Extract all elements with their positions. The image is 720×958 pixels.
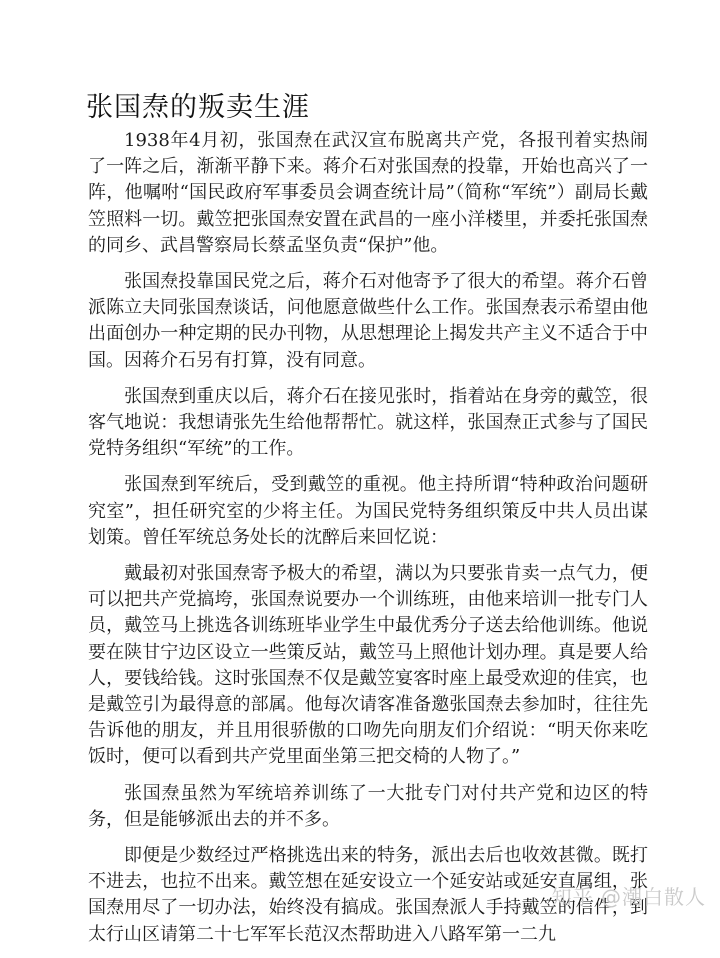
article-body xyxy=(88,128,648,958)
paragraph: 张国焘到军统后，受到戴笠的重视。他主持所谓“特种政治问题研究室”，担任研究室的少将主任。为国民党特务组织策反中共人员出谋划策。曾任军统总务处长的沈醉后来回忆说： xyxy=(88,474,648,548)
paragraph: 张国焘投靠国民党之后，蒋介石对他寄予了很大的希望。蒋介石曾派陈立夫同张国焘谈话，问他愿意做些什么工作。张国焘表示希望由他出面创办一种定期的民办刊物，从思想理论上揭发共产主义不适合于中国。因蒋介石另有打算，没有同意。 xyxy=(88,271,648,371)
quoted-paragraph: 戴最初对张国焘寄予极大的希望，满以为只要张肯卖一点气力，便可以把共产党搞垮，张国焘说要办一个训练班，由他来培训一批专门人员，戴笠马上挑选各训练班毕业学生中最优秀分子送去给他训练。他说要在陕甘宁边区设立一些策反站，戴笠马上照他计划办理。真是要人给人，要钱给钱。这时张国焘不仅是戴笠宴客时座上最受欢迎的佳宾，也是戴笠引为最得意的部属。他每次请客准备邀张国焘去参加时，往往先告诉他的朋友，并且用很骄傲的口吻先向朋友们介绍说：“明天你来吃饭时，便可以看到共产党里面坐第三把交椅的人物了。” xyxy=(88,563,648,768)
paragraph: 即便是少数经过严格挑选出来的特务，派出去后也收效甚微。既打不进去，也拉不出来。戴笠想在延安设立一个延安站或延安直属组，张国焘用尽了一切办法，始终没有搞成。张国焘派人手持戴笠的信件，到太行山区请第二十七军军长范汉杰帮助进入八路军第一二九 xyxy=(88,845,648,945)
paragraph: 张国焘到重庆以后，蒋介石在接见张时，指着站在身旁的戴笠，很客气地说：我想请张先生给他帮帮忙。就这样，张国焘正式参与了国民党特务组织“军统”的工作。 xyxy=(88,385,648,460)
zhihu-watermark: 知乎 @潮白散人 xyxy=(551,885,706,909)
paragraph: 张国焘虽然为军统培养训练了一大批专门对付共产党和边区的特务，但是能够派出去的并不多。 xyxy=(88,782,648,830)
paragraph: 1938年4月初，张国焘在武汉宣布脱离共产党，各报刊着实热闹了一阵之后，渐渐平静下来。蒋介石对张国焘的投靠，开始也高兴了一阵，他嘱咐“国民政府军事委员会调查统计局”（简称“军统”）副局长戴笠照料一切。戴笠把张国焘安置在武昌的一座小洋楼里，并委托张国焘的同乡、武昌警察局长蔡孟坚负责“保护”他。 xyxy=(88,130,648,256)
document-title: 张国焘的叛卖生涯 xyxy=(86,92,310,123)
